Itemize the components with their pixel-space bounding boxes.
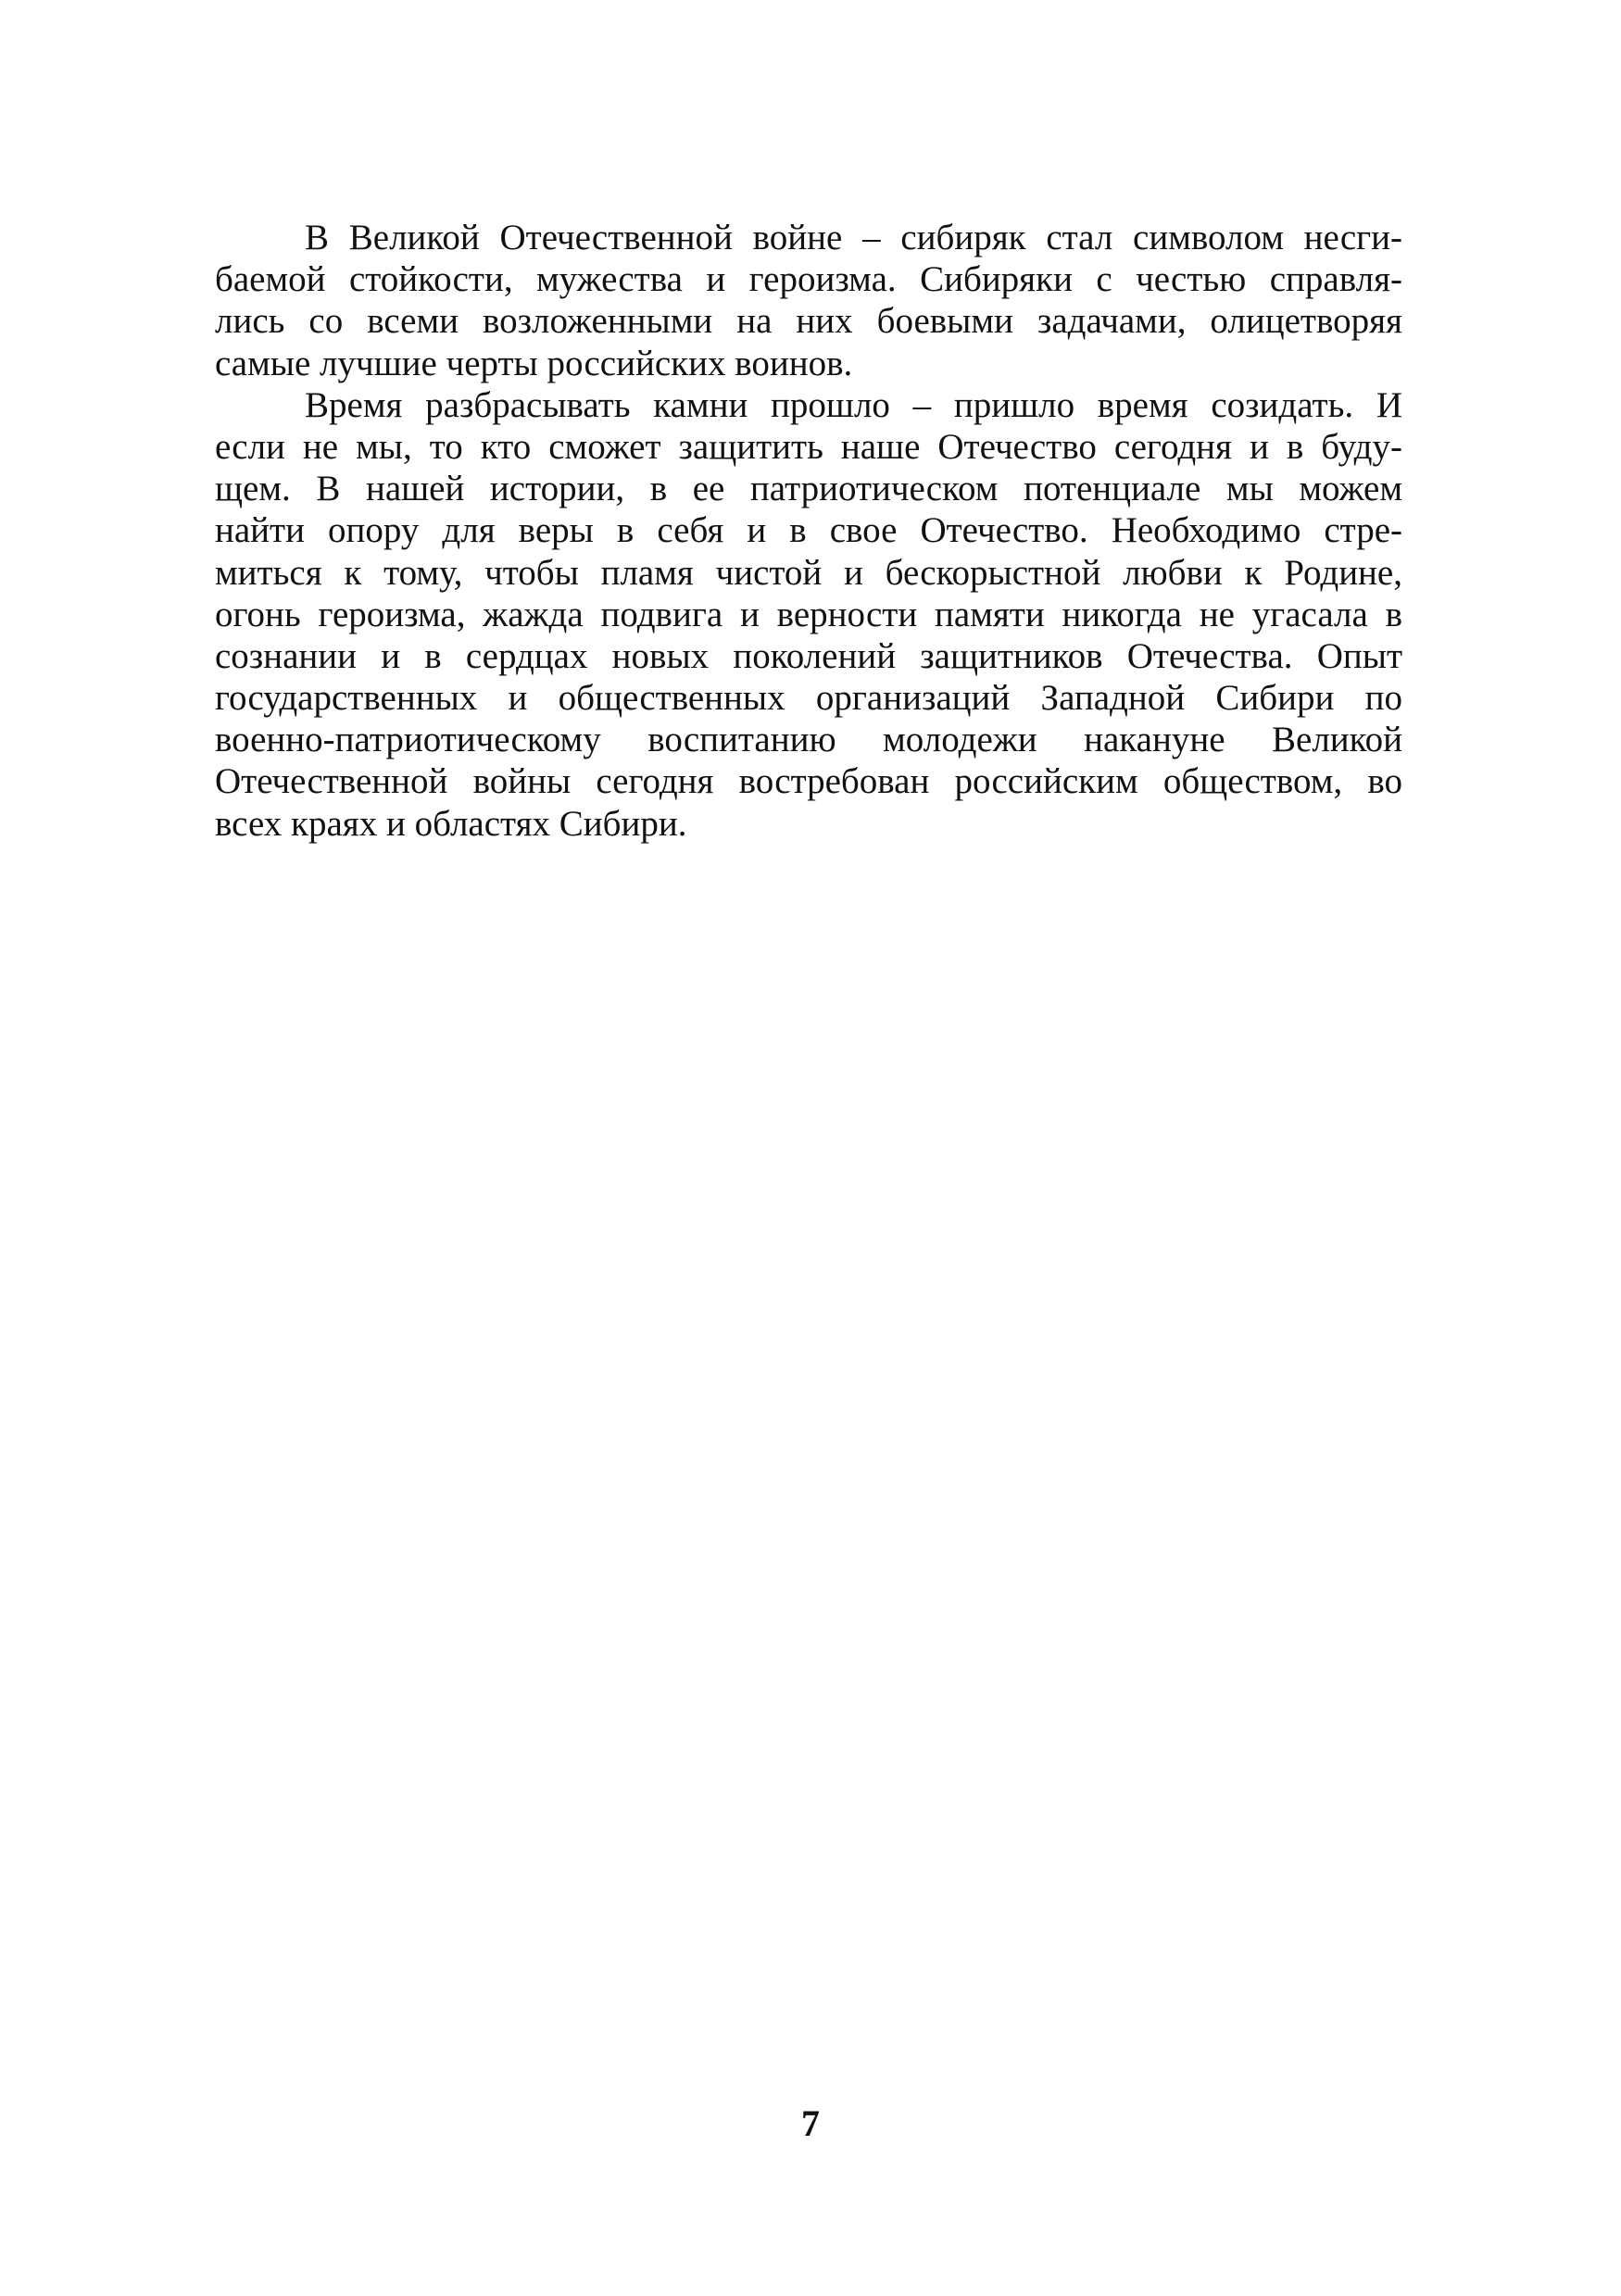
paragraph-line: сознании и в сердцах новых поколений защитников Отечества. Опыт (215, 635, 1402, 676)
paragraph-line: щем. В нашей истории, в ее патриотическом потенциале мы можем (215, 469, 1402, 509)
paragraph-line: найти опору для веры в себя и в свое Отечество. Необходимо стре- (215, 510, 1402, 551)
paragraph-1 (215, 217, 1402, 384)
paragraph-line: Отечественной войны сегодня востребован российским обществом, во (215, 761, 1402, 802)
paragraph-line: В Великой Отечественной войне – сибиряк стал символом несги- (305, 218, 1402, 257)
paragraph-line: самые лучшие черты российских воинов. (215, 343, 853, 383)
body-text (215, 217, 1402, 845)
page-number: 7 (801, 2102, 820, 2144)
paragraph-line: военно-патриотическому воспитанию молодежи накануне Великой (215, 720, 1402, 760)
paragraph-line: лись со всеми возложенными на них боевыми задачами, олицетворяя (215, 301, 1402, 342)
paragraph-line: всех краях и областях Сибири. (215, 803, 687, 844)
paragraph-line: миться к тому, чтобы пламя чистой и бескорыстной любви к Родине, (215, 552, 1402, 593)
paragraph-line: если не мы, то кто сможет защитить наше Отечество сегодня и в буду- (215, 426, 1402, 467)
paragraph-line: Время разбрасывать камни прошло – пришло время созидать. И (305, 384, 1402, 425)
paragraph-line: баемой стойкости, мужества и героизма. Сибиряки с честью справля- (215, 259, 1402, 300)
paragraph-2 (215, 384, 1402, 845)
paragraph-line: государственных и общественных организаций Западной Сибири по (215, 678, 1402, 719)
paragraph-line: огонь героизма, жажда подвига и верности памяти никогда не угасала в (215, 594, 1402, 634)
